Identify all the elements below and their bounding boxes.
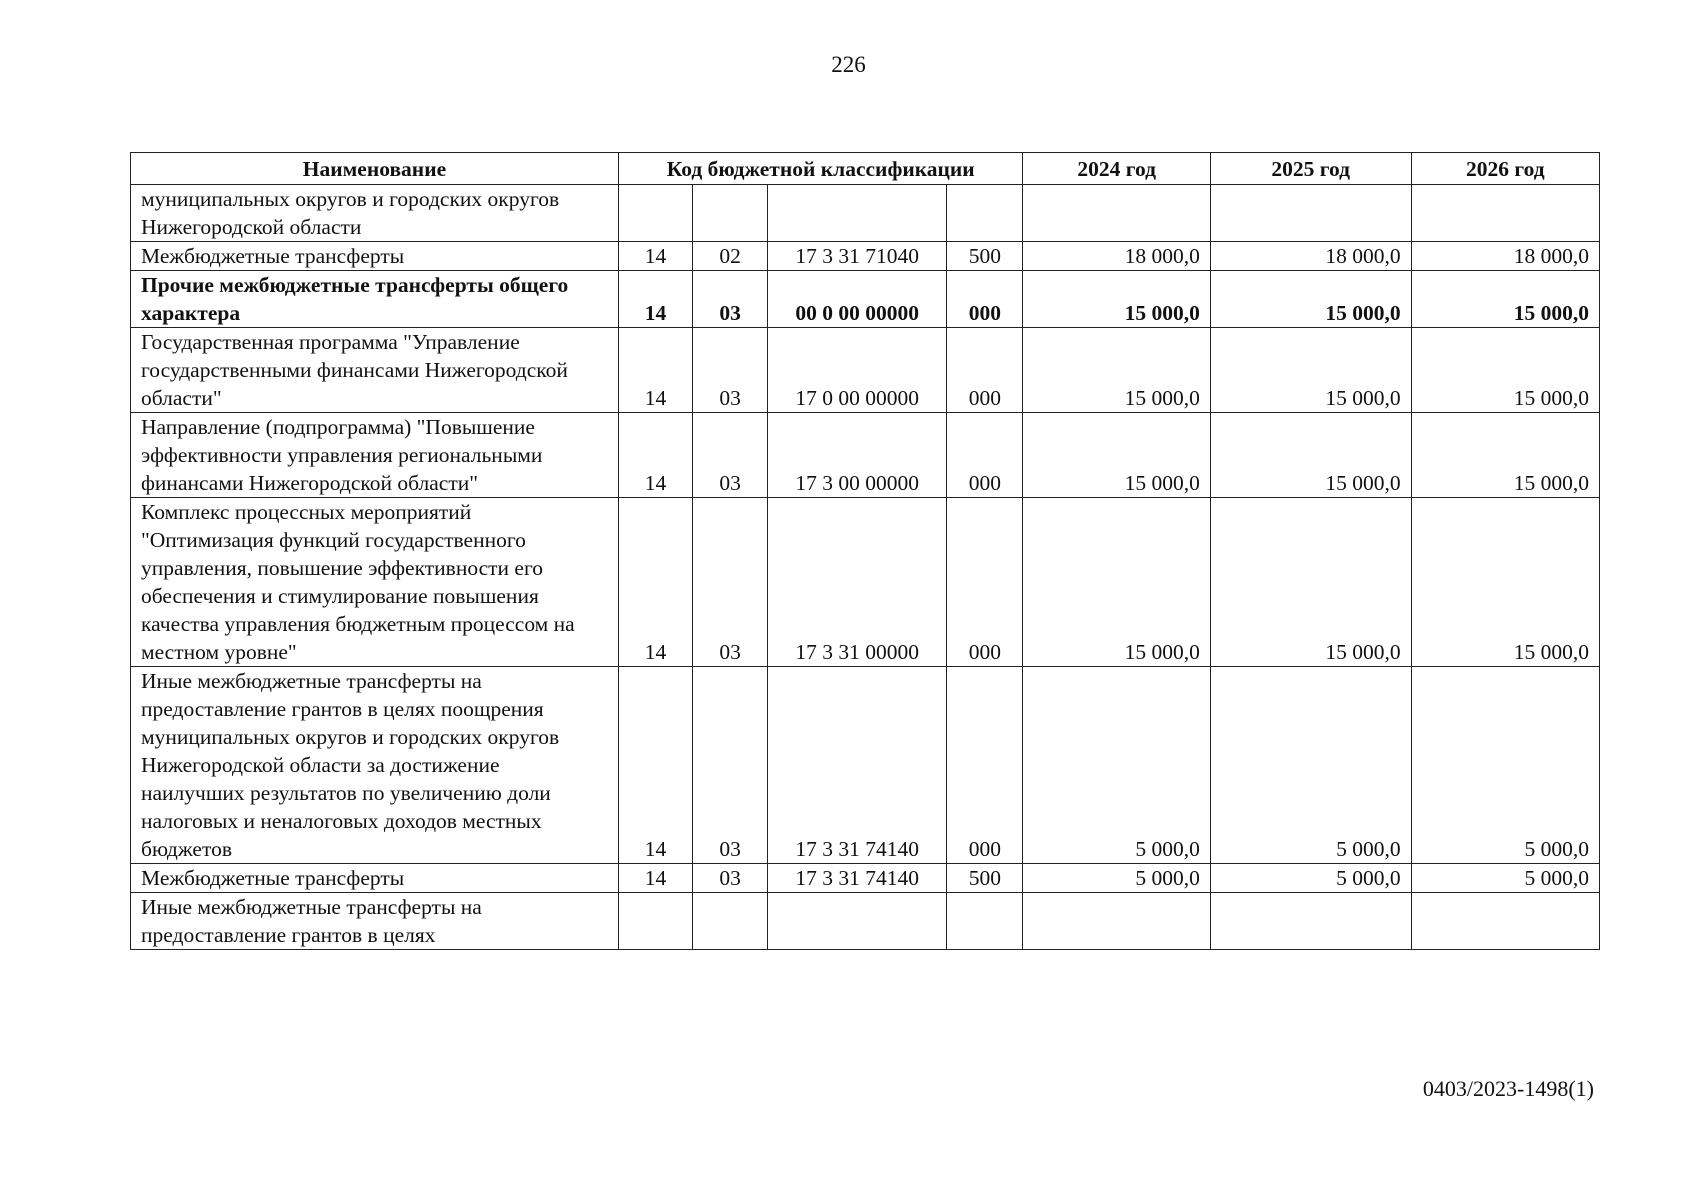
header-code: Код бюджетной классификации — [618, 153, 1023, 185]
row-2025 — [1210, 185, 1411, 242]
header-2025: 2025 год — [1210, 153, 1411, 185]
row-expense-type: 000 — [947, 667, 1023, 864]
row-name: Прочие межбюджетные трансферты общего характера — [131, 271, 619, 328]
row-expense-type — [947, 185, 1023, 242]
row-name: муниципальных округов и городских округов Нижегородской области — [131, 185, 619, 242]
row-section: 14 — [618, 667, 692, 864]
row-expense-type — [947, 893, 1023, 950]
row-section: 14 — [618, 498, 692, 667]
budget-table — [130, 152, 1600, 950]
row-2024: 5 000,0 — [1023, 667, 1210, 864]
page-number: 226 — [831, 52, 866, 77]
table-row — [131, 271, 1600, 328]
row-2024: 5 000,0 — [1023, 864, 1210, 893]
row-2024 — [1023, 893, 1210, 950]
row-2024: 15 000,0 — [1023, 498, 1210, 667]
row-expense-type: 000 — [947, 271, 1023, 328]
row-section: 14 — [618, 271, 692, 328]
row-2024 — [1023, 185, 1210, 242]
row-subsection: 03 — [693, 498, 768, 667]
row-2026: 18 000,0 — [1411, 242, 1599, 271]
table-row — [131, 328, 1600, 413]
row-2026: 5 000,0 — [1411, 864, 1599, 893]
row-expense-type: 500 — [947, 242, 1023, 271]
row-target-article: 17 3 31 74140 — [768, 667, 947, 864]
row-2025: 15 000,0 — [1210, 498, 1411, 667]
row-name: Государственная программа "Управление государственными финансами Нижегородской области" — [131, 328, 619, 413]
table-header-row — [131, 153, 1600, 185]
row-2026 — [1411, 893, 1599, 950]
row-subsection: 03 — [693, 271, 768, 328]
row-target-article — [768, 185, 947, 242]
document-code: 0403/2023-1498(1) — [1422, 1076, 1594, 1101]
row-name: Направление (подпрограмма) "Повышение эффективности управления региональными финансами Нижегородской области" — [131, 413, 619, 498]
row-target-article — [768, 893, 947, 950]
row-2025: 5 000,0 — [1210, 864, 1411, 893]
table-row — [131, 185, 1600, 242]
row-expense-type: 000 — [947, 498, 1023, 667]
row-2026: 5 000,0 — [1411, 667, 1599, 864]
row-target-article: 00 0 00 00000 — [768, 271, 947, 328]
row-section — [618, 893, 692, 950]
row-2025: 18 000,0 — [1210, 242, 1411, 271]
header-2024: 2024 год — [1023, 153, 1210, 185]
row-target-article: 17 3 31 00000 — [768, 498, 947, 667]
row-2024: 15 000,0 — [1023, 271, 1210, 328]
row-section: 14 — [618, 242, 692, 271]
table-row — [131, 413, 1600, 498]
row-2025: 15 000,0 — [1210, 328, 1411, 413]
row-expense-type: 500 — [947, 864, 1023, 893]
row-name: Иные межбюджетные трансферты на предоставление грантов в целях поощрения муниципальных округов и городских округов Нижегородской области за достижение наилучших результатов по увеличению доли налоговых и неналоговых доходов местных бюджетов — [131, 667, 619, 864]
row-2024: 15 000,0 — [1023, 328, 1210, 413]
row-2025: 5 000,0 — [1210, 667, 1411, 864]
row-2026: 15 000,0 — [1411, 328, 1599, 413]
row-subsection: 03 — [693, 667, 768, 864]
header-2026: 2026 год — [1411, 153, 1599, 185]
row-subsection — [693, 185, 768, 242]
row-expense-type: 000 — [947, 328, 1023, 413]
row-2026: 15 000,0 — [1411, 498, 1599, 667]
row-2025 — [1210, 893, 1411, 950]
row-section: 14 — [618, 328, 692, 413]
row-subsection: 03 — [693, 864, 768, 893]
row-target-article: 17 0 00 00000 — [768, 328, 947, 413]
row-expense-type: 000 — [947, 413, 1023, 498]
row-2024: 15 000,0 — [1023, 413, 1210, 498]
table-row — [131, 667, 1600, 864]
row-section: 14 — [618, 864, 692, 893]
row-name: Межбюджетные трансферты — [131, 864, 619, 893]
row-subsection: 03 — [693, 328, 768, 413]
row-target-article: 17 3 00 00000 — [768, 413, 947, 498]
table-row — [131, 498, 1600, 667]
row-name: Межбюджетные трансферты — [131, 242, 619, 271]
row-2026: 15 000,0 — [1411, 271, 1599, 328]
row-2024: 18 000,0 — [1023, 242, 1210, 271]
row-target-article: 17 3 31 71040 — [768, 242, 947, 271]
row-name: Иные межбюджетные трансферты на предоставление грантов в целях — [131, 893, 619, 950]
row-2026: 15 000,0 — [1411, 413, 1599, 498]
table-row — [131, 242, 1600, 271]
row-target-article: 17 3 31 74140 — [768, 864, 947, 893]
row-2025: 15 000,0 — [1210, 271, 1411, 328]
row-2026 — [1411, 185, 1599, 242]
row-subsection — [693, 893, 768, 950]
table-row — [131, 893, 1600, 950]
row-section: 14 — [618, 413, 692, 498]
header-name: Наименование — [131, 153, 619, 185]
row-name: Комплекс процессных мероприятий "Оптимизация функций государственного управления, повышение эффективности его обеспечения и стимулирование повышения качества управления бюджетным процессом на местном уровне" — [131, 498, 619, 667]
row-subsection: 02 — [693, 242, 768, 271]
table-row — [131, 864, 1600, 893]
row-section — [618, 185, 692, 242]
row-subsection: 03 — [693, 413, 768, 498]
row-2025: 15 000,0 — [1210, 413, 1411, 498]
